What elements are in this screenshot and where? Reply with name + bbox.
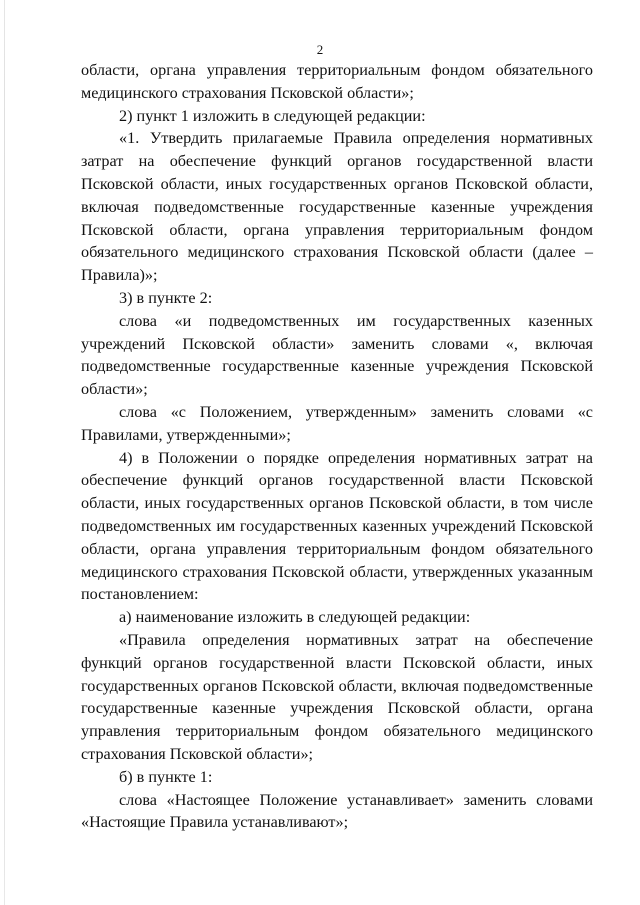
paragraph-item-4b: б) в пункте 1: — [119, 767, 213, 786]
paragraph-item-4b-words: слова «Настоящее Положение устанавливает» заменить словами «Настоящие Правила устанавливают»; — [81, 790, 593, 832]
paragraph-item-2-text: «1. Утвердить прилагаемые Правила определения нормативных затрат на обеспечение функций органов государственной власти Псковской области, иных государственных органов Псковской области, включая подведомственные государственные казенные учреждения Псковской области, органа управления территориальным фондом обязательного медицинского страхования Псковской области (далее – Правила)»; — [81, 129, 593, 285]
paragraph-item-4: 4) в Положении о порядке определения нормативных затрат на обеспечение функций органов государственной власти Псковской области, иных государственных органов Псковской области, в том числе подведомственных им государственных казенных учреждений Псковской области, органа управления территориальным фондом обязательного медицинского страхования Псковской области, утвержденных указанным постановлением: — [81, 448, 593, 604]
paragraph-continuation: области, органа управления территориальным фондом обязательного медицинского страхования Псковской области»; — [81, 61, 593, 102]
paragraph-item-3: 3) в пункте 2: — [119, 288, 213, 307]
paragraph-item-4a-text: «Правила определения нормативных затрат на обеспечение функций органов государственной власти Псковской области, иных государственных органов Псковской области, включая подведомственные государственные казенные учреждения Псковской области, органа управления территориальным фондом обязательного медицинского страхования Псковской области»; — [81, 630, 593, 763]
page-number: 2 — [316, 42, 324, 57]
document-body — [81, 59, 593, 834]
scan-edge — [4, 0, 5, 905]
paragraph-item-3-words-2: слова «с Положением, утвержденным» заменить словами «с Правилами, утвержденными»; — [81, 402, 593, 444]
paragraph-item-2: 2) пункт 1 изложить в следующей редакции: — [119, 106, 426, 125]
paragraph-item-4a: а) наименование изложить в следующей редакции: — [119, 608, 471, 627]
paragraph-item-3-words-1: слова «и подведомственных им государственных казенных учреждений Псковской области» заменить словами «, включая подведомственные государственные казенные учреждения Псковской области»; — [81, 311, 593, 399]
